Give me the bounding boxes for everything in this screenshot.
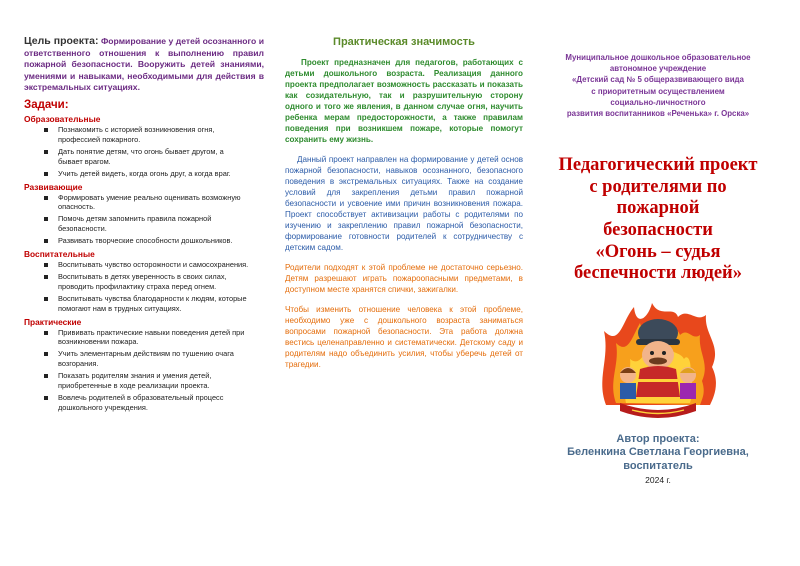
title-line: «Огонь – судья <box>595 241 721 262</box>
project-goal <box>24 36 264 94</box>
significance-paragraph-1: Проект предназначен для педагогов, работающих с детьми дошкольного возраста. Реализация данного проекта предполагает возможность рассказать и показать как созидательную, так и разрушительную сторону одного и того же явления, в данном случае огня, научить ребенка мерам предосторожности, а также правилам поведения при возникшем пожаре, которые помогут сохранить ему жизнь. <box>285 58 523 144</box>
org-line: развития воспитанников «Реченька» г. Орска» <box>566 109 750 119</box>
significance-paragraph-3: Родители подходят к этой проблеме не достаточно серьезно. Детям разрешают играть пожароопасными предметами, в доступном месте хранятся спички, зажигалки. <box>285 263 523 294</box>
organization-name <box>540 52 776 119</box>
author-role: воспитатель <box>623 459 693 472</box>
list-item: Познакомить с историей возникновения огня, профессией пожарного. <box>58 125 264 145</box>
significance-paragraph-2: Данный проект направлен на формирование у детей основ пожарной безопасности, навыков осознанного, безопасного поведения в экстремальных ситуациях. Также на создание условий для закрепления детьми правил пожарной безопасности и усвоение ими причин возникновения пожара. Проект способствует активизации работы с родителями по изучению и закреплению правил пожарной безопасности, формирование готовности родителей к сотрудничеству с детским садом. <box>285 155 523 252</box>
list-item: Вовлечь родителей в образовательный процесс дошкольного учреждения. <box>58 393 264 413</box>
title-line: пожарной <box>616 198 700 219</box>
year: 2024 г. <box>645 474 671 485</box>
author-label: Автор проекта: <box>616 432 700 445</box>
category-practical: Практические <box>24 316 82 327</box>
significance-title: Практическая значимость <box>333 36 475 48</box>
title-line: Педагогический проект <box>558 155 758 176</box>
list-item: Дать понятие детям, что огонь бывает другом, а бывает врагом. <box>58 147 264 167</box>
list-item: Воспитывать в детях уверенность в своих силах, проводить профилактику страха перед огнем. <box>58 272 264 292</box>
list-item: Развивать творческие способности дошкольников. <box>58 236 264 246</box>
project-title <box>540 155 776 285</box>
org-line: с приоритетным осуществлением <box>591 86 725 96</box>
category-upbringing: Воспитательные <box>24 249 95 260</box>
cover-column <box>540 0 776 566</box>
category-developing: Развивающие <box>24 181 83 192</box>
list-item: Прививать практические навыки поведения детей при возникновении пожара. <box>58 328 264 348</box>
list-item: Показать родителям знания и умения детей, приобретенные в ходе реализации проекта. <box>58 371 264 391</box>
org-line: социально-личностного <box>610 97 706 107</box>
upbringing-list <box>24 260 264 314</box>
significance-column <box>285 0 523 566</box>
significance-paragraph-4: Чтобы изменить отношение человека к этой проблеме, необходимо уже с дошкольного возраста заниматься вопросами пожарной безопасности. Эта работа должна вестись целенаправленно и систематически. Детскому саду и родителям надо объединить усилия, чтобы уберечь детей от трагедии. <box>285 305 523 369</box>
list-item: Учить детей видеть, когда огонь друг, а когда враг. <box>58 169 264 179</box>
goal-text: Формирование у детей осознанного и ответственного отношения к выполнению правил пожарной безопасности. Вооружить детей знаниями, умениями и навыками, необходимыми для действия в экстремальных ситуациях. <box>24 36 264 93</box>
list-item: Воспитывать чувства благодарности к людям, которые помогают нам в трудных ситуациях. <box>58 294 264 314</box>
developing-list <box>24 193 264 247</box>
title-line: безопасности <box>603 220 713 240</box>
firefighter-kids-emblem-icon <box>592 293 724 425</box>
list-item: Воспитывать чувство осторожности и самосохранения. <box>58 260 264 270</box>
tasks-column <box>24 0 264 566</box>
tasks-title: Задачи: <box>24 98 69 111</box>
list-item: Учить элементарным действиям по тушению очага возгорания. <box>58 349 264 369</box>
practical-list <box>24 328 264 413</box>
org-line: «Детский сад № 5 общеразвивающего вида <box>572 75 744 85</box>
author-name: Беленкина Светлана Георгиевна, <box>567 445 749 458</box>
title-line: беспечности людей» <box>574 263 742 284</box>
org-line: Муниципальное дошкольное образовательное <box>565 53 751 62</box>
title-line: с родителями по <box>589 176 727 197</box>
educational-list <box>24 125 264 179</box>
list-item: Помочь детям запомнить правила пожарной безопасности. <box>58 214 264 234</box>
list-item: Формировать умение реально оценивать возможную опасность. <box>58 193 264 213</box>
category-educational: Образовательные <box>24 113 101 124</box>
org-line: автономное учреждение <box>609 64 707 74</box>
goal-heading: Цель проекта: <box>24 35 99 47</box>
